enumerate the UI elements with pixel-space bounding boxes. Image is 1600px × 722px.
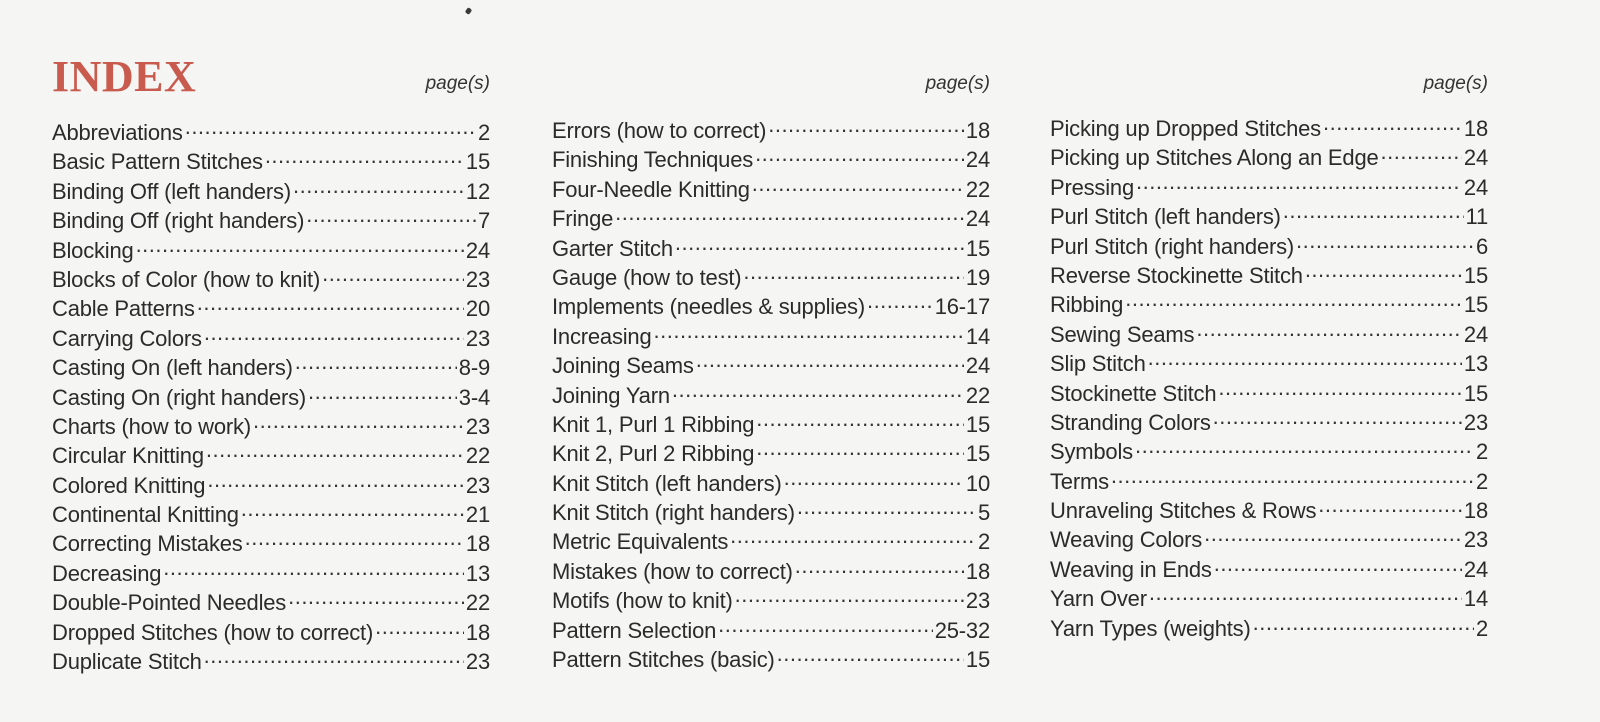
entry-page: 23 xyxy=(965,588,990,614)
index-entry xyxy=(1050,408,1488,437)
index-entry xyxy=(552,410,990,439)
entry-page: 14 xyxy=(965,323,990,349)
index-entry xyxy=(1050,143,1488,172)
entry-label: Knit Stitch (left handers) xyxy=(552,470,782,496)
entry-page: 22 xyxy=(465,590,490,616)
entry-page: 23 xyxy=(465,266,490,292)
entry-page: 24 xyxy=(1463,321,1488,347)
entry-label: Increasing xyxy=(552,323,652,349)
entry-list xyxy=(52,118,490,676)
dot-leader xyxy=(797,498,976,520)
entry-page: 7 xyxy=(477,208,490,234)
entry-page: 20 xyxy=(465,296,490,322)
entry-page: 22 xyxy=(465,443,490,469)
dot-leader xyxy=(756,410,964,432)
dot-leader xyxy=(308,383,457,405)
dot-leader xyxy=(1323,114,1462,136)
entry-label: Yarn Over xyxy=(1050,586,1147,612)
entry-page: 18 xyxy=(465,531,490,557)
entry-label: Weaving in Ends xyxy=(1050,556,1212,582)
index-column-3 xyxy=(1050,72,1488,643)
index-entry xyxy=(552,586,990,615)
entry-label: Pressing xyxy=(1050,174,1134,200)
dot-leader xyxy=(293,177,464,199)
entry-page: 13 xyxy=(1463,351,1488,377)
dot-leader xyxy=(1214,555,1462,577)
dot-leader xyxy=(1204,525,1462,547)
entry-page: 8-9 xyxy=(458,355,490,381)
index-entry xyxy=(52,177,490,206)
entry-label: Decreasing xyxy=(52,560,162,586)
entry-label: Symbols xyxy=(1050,439,1133,465)
entry-page: 21 xyxy=(465,502,490,528)
entry-page: 24 xyxy=(465,237,490,263)
dot-leader xyxy=(1213,408,1462,430)
entry-page: 12 xyxy=(465,178,490,204)
index-entry xyxy=(52,500,490,529)
entry-page: 18 xyxy=(965,558,990,584)
print-speck xyxy=(465,7,473,15)
entry-page: 23 xyxy=(1463,527,1488,553)
entry-label: Blocks of Color (how to knit) xyxy=(52,266,321,292)
dot-leader xyxy=(675,234,964,256)
index-entry xyxy=(1050,555,1488,584)
entry-label: Duplicate Stitch xyxy=(52,649,202,675)
dot-leader xyxy=(163,559,464,581)
dot-leader xyxy=(253,412,464,434)
index-entry xyxy=(52,471,490,500)
entry-page: 24 xyxy=(1463,145,1488,171)
dot-leader xyxy=(265,147,464,169)
dot-leader xyxy=(1318,496,1462,518)
index-entry xyxy=(1050,379,1488,408)
index-entry xyxy=(52,618,490,647)
index-entry xyxy=(552,234,990,263)
dot-leader xyxy=(207,471,464,493)
dot-leader xyxy=(672,381,964,403)
entry-page: 13 xyxy=(465,560,490,586)
entry-label: Joining Yarn xyxy=(552,382,670,408)
index-entry xyxy=(1050,496,1488,525)
entry-label: Metric Equivalents xyxy=(552,529,729,555)
index-entry xyxy=(1050,232,1488,261)
entry-page: 15 xyxy=(1463,262,1488,288)
entry-page: 25-32 xyxy=(934,617,990,643)
entry-page: 2 xyxy=(1475,439,1488,465)
index-entry xyxy=(1050,349,1488,378)
index-entry xyxy=(1050,202,1488,231)
dot-leader xyxy=(735,586,964,608)
entry-label: Carrying Colors xyxy=(52,325,202,351)
entry-page: 23 xyxy=(465,325,490,351)
entry-page: 23 xyxy=(1463,409,1488,435)
entry-label: Pattern Stitches (basic) xyxy=(552,647,775,673)
dot-leader xyxy=(755,145,964,167)
entry-label: Joining Seams xyxy=(552,353,694,379)
dot-leader xyxy=(1149,584,1462,606)
index-entry xyxy=(552,292,990,321)
entry-label: Binding Off (right handers) xyxy=(52,208,305,234)
dot-leader xyxy=(322,265,464,287)
entry-label: Continental Knitting xyxy=(52,502,239,528)
entry-label: Errors (how to correct) xyxy=(552,118,767,143)
entry-label: Purl Stitch (right handers) xyxy=(1050,233,1295,259)
index-entry xyxy=(52,324,490,353)
entry-label: Circular Knitting xyxy=(52,443,204,469)
index-entry xyxy=(52,412,490,441)
index-entry xyxy=(1050,584,1488,613)
index-entry xyxy=(552,498,990,527)
entry-label: Binding Off (left handers) xyxy=(52,178,291,204)
index-entry xyxy=(552,351,990,380)
entry-page: 24 xyxy=(965,353,990,379)
entry-label: Pattern Selection xyxy=(552,617,717,643)
entry-label: Garter Stitch xyxy=(552,235,673,261)
entry-label: Unraveling Stitches & Rows xyxy=(1050,498,1317,524)
dot-leader xyxy=(288,588,464,610)
index-entry xyxy=(52,294,490,323)
index-entry xyxy=(52,383,490,412)
dot-leader xyxy=(1218,379,1462,401)
entry-label: Colored Knitting xyxy=(52,472,206,498)
dot-leader xyxy=(1111,467,1474,489)
page-title: INDEX xyxy=(52,52,197,101)
dot-leader xyxy=(756,439,964,461)
entry-page: 18 xyxy=(465,619,490,645)
entry-label: Dropped Stitches (how to correct) xyxy=(52,619,374,645)
entry-label: Motifs (how to knit) xyxy=(552,588,733,614)
dot-leader xyxy=(204,324,464,346)
index-entry xyxy=(552,263,990,292)
entry-label: Gauge (how to test) xyxy=(552,264,742,290)
dot-leader xyxy=(654,322,964,344)
index-entry xyxy=(1050,614,1488,643)
index-entry xyxy=(552,645,990,674)
entry-page: 24 xyxy=(965,147,990,173)
entry-label: Finishing Techniques xyxy=(552,147,754,173)
entry-page: 22 xyxy=(965,176,990,202)
index-entry xyxy=(52,559,490,588)
index-column-1 xyxy=(52,72,490,676)
index-entry xyxy=(552,116,990,145)
dot-leader xyxy=(1305,261,1462,283)
entry-label: Stranding Colors xyxy=(1050,409,1211,435)
dot-leader xyxy=(867,292,933,314)
dot-leader xyxy=(204,647,464,669)
entry-label: Implements (needles & supplies) xyxy=(552,294,865,320)
entry-page: 15 xyxy=(1463,292,1488,318)
index-entry xyxy=(1050,290,1488,319)
entry-label: Cable Patterns xyxy=(52,296,195,322)
entry-page: 18 xyxy=(1463,116,1488,141)
dot-leader xyxy=(375,618,464,640)
entry-label: Knit 2, Purl 2 Ribbing xyxy=(552,441,755,467)
entry-page: 23 xyxy=(465,649,490,675)
entry-label: Ribbing xyxy=(1050,292,1124,318)
entry-page: 15 xyxy=(965,411,990,437)
dot-leader xyxy=(1381,143,1462,165)
entry-page: 14 xyxy=(1463,586,1488,612)
dot-leader xyxy=(306,206,476,228)
dot-leader xyxy=(784,469,964,491)
entry-label: Slip Stitch xyxy=(1050,351,1146,377)
entry-page: 24 xyxy=(965,206,990,232)
entry-label: Weaving Colors xyxy=(1050,527,1203,553)
dot-leader xyxy=(718,616,933,638)
dot-leader xyxy=(752,175,964,197)
dot-leader xyxy=(615,204,964,226)
entry-page: 24 xyxy=(1463,174,1488,200)
entry-page: 18 xyxy=(965,118,990,143)
entry-page: 15 xyxy=(965,235,990,261)
index-entry xyxy=(552,322,990,351)
dot-leader xyxy=(185,118,476,140)
entry-label: Purl Stitch (left handers) xyxy=(1050,204,1281,230)
entry-page: 2 xyxy=(977,529,990,555)
index-column-2 xyxy=(552,72,990,674)
index-entry xyxy=(52,588,490,617)
entry-page: 24 xyxy=(1463,556,1488,582)
entry-page: 3-4 xyxy=(458,384,490,410)
entry-page: 2 xyxy=(1475,468,1488,494)
entry-page: 2 xyxy=(477,120,490,145)
dot-leader xyxy=(1148,349,1462,371)
entry-page: 18 xyxy=(1463,498,1488,524)
dot-leader xyxy=(768,116,964,138)
index-entry xyxy=(52,147,490,176)
index-entry xyxy=(552,381,990,410)
entry-list xyxy=(552,116,990,674)
index-entry xyxy=(52,118,490,147)
index-entry xyxy=(1050,261,1488,290)
entry-label: Sewing Seams xyxy=(1050,321,1195,347)
entry-page: 10 xyxy=(965,470,990,496)
entry-page: 15 xyxy=(1463,380,1488,406)
entry-page: 22 xyxy=(965,382,990,408)
entry-page: 15 xyxy=(965,441,990,467)
entry-label: Basic Pattern Stitches xyxy=(52,149,263,175)
index-entry xyxy=(1050,320,1488,349)
entry-label: Casting On (left handers) xyxy=(52,355,293,381)
entry-label: Knit 1, Purl 1 Ribbing xyxy=(552,411,755,437)
index-entry xyxy=(52,353,490,382)
index-entry xyxy=(52,529,490,558)
dot-leader xyxy=(1283,202,1464,224)
entry-page: 15 xyxy=(965,647,990,673)
dot-leader xyxy=(295,353,457,375)
entry-label: Yarn Types (weights) xyxy=(1050,615,1251,641)
dot-leader xyxy=(245,529,464,551)
dot-leader xyxy=(1125,290,1462,312)
index-entry xyxy=(52,206,490,235)
entry-page: 23 xyxy=(465,472,490,498)
dot-leader xyxy=(795,557,964,579)
index-entry xyxy=(552,527,990,556)
index-entry xyxy=(552,175,990,204)
entry-label: Fringe xyxy=(552,206,614,232)
entry-label: Picking up Dropped Stitches xyxy=(1050,116,1321,141)
column-header: page(s) xyxy=(425,73,490,94)
dot-leader xyxy=(777,645,964,667)
index-entry xyxy=(1050,114,1488,143)
dot-leader xyxy=(696,351,964,373)
entry-label: Stockinette Stitch xyxy=(1050,380,1217,406)
entry-page: 19 xyxy=(965,264,990,290)
column-header: page(s) xyxy=(1423,73,1488,94)
entry-label: Picking up Stitches Along an Edge xyxy=(1050,145,1379,171)
index-entry xyxy=(552,439,990,468)
dot-leader xyxy=(136,236,464,258)
entry-page: 15 xyxy=(465,149,490,175)
index-entry xyxy=(552,616,990,645)
dot-leader xyxy=(730,527,976,549)
index-entry xyxy=(1050,173,1488,202)
index-entry xyxy=(52,647,490,676)
index-entry xyxy=(52,265,490,294)
entry-page: 16-17 xyxy=(934,294,990,320)
dot-leader xyxy=(1136,173,1462,195)
dot-leader xyxy=(241,500,464,522)
entry-label: Four-Needle Knitting xyxy=(552,176,750,202)
dot-leader xyxy=(197,294,464,316)
entry-label: Mistakes (how to correct) xyxy=(552,558,793,584)
dot-leader xyxy=(1296,232,1474,254)
entry-page: 6 xyxy=(1475,233,1488,259)
entry-label: Knit Stitch (right handers) xyxy=(552,500,795,526)
index-entry xyxy=(52,236,490,265)
entry-label: Reverse Stockinette Stitch xyxy=(1050,262,1303,288)
index-entry xyxy=(552,469,990,498)
index-entry xyxy=(552,145,990,174)
index-entry xyxy=(1050,467,1488,496)
entry-page: 23 xyxy=(465,413,490,439)
entry-label: Blocking xyxy=(52,237,134,263)
dot-leader xyxy=(1135,437,1474,459)
index-entry xyxy=(1050,437,1488,466)
entry-label: Terms xyxy=(1050,468,1109,494)
dot-leader xyxy=(1253,614,1474,636)
entry-label: Correcting Mistakes xyxy=(52,531,243,557)
entry-label: Charts (how to work) xyxy=(52,413,251,439)
dot-leader xyxy=(743,263,964,285)
index-entry xyxy=(1050,525,1488,554)
column-header: page(s) xyxy=(925,73,990,94)
dot-leader xyxy=(206,441,464,463)
entry-list xyxy=(1050,114,1488,643)
entry-label: Casting On (right handers) xyxy=(52,384,307,410)
entry-page: 2 xyxy=(1475,615,1488,641)
entry-label: Abbreviations xyxy=(52,120,183,145)
dot-leader xyxy=(1196,320,1462,342)
index-entry xyxy=(552,557,990,586)
index-entry xyxy=(552,204,990,233)
entry-label: Double-Pointed Needles xyxy=(52,590,287,616)
index-entry xyxy=(52,441,490,470)
entry-page: 5 xyxy=(977,500,990,526)
entry-page: 11 xyxy=(1465,204,1488,230)
